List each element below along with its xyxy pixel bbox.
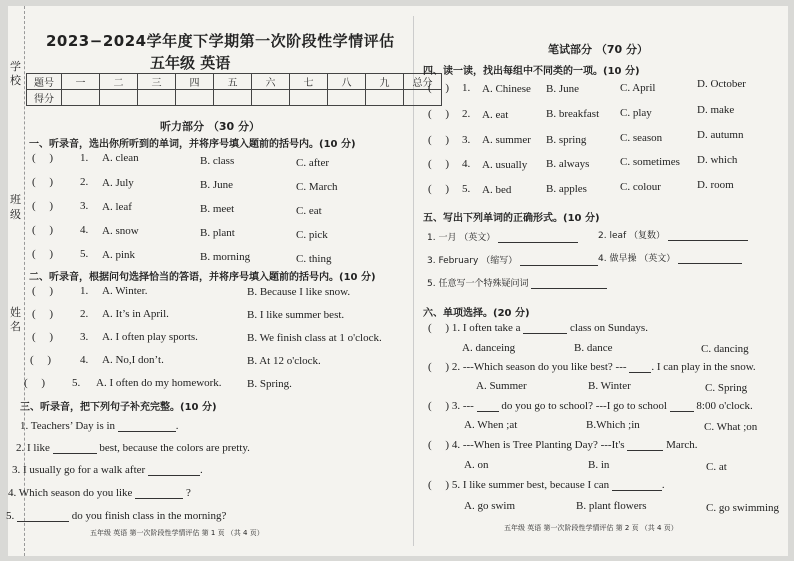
option-b: B. plant	[200, 227, 235, 239]
score-cell: 六	[252, 74, 290, 90]
fill-sentence	[8, 487, 191, 499]
answer-bracket[interactable]: ( )	[30, 354, 52, 366]
score-input-cell[interactable]	[290, 90, 328, 106]
answer-bracket[interactable]: ( )	[32, 308, 54, 320]
score-header-row	[27, 74, 442, 90]
blank-line[interactable]	[531, 277, 607, 289]
answer-bracket[interactable]: ( )	[428, 400, 450, 412]
fill-sentence	[16, 442, 250, 454]
score-cell: 一	[62, 74, 100, 90]
answer-bracket[interactable]: ( )	[32, 285, 54, 297]
sentence-text: ?	[185, 487, 191, 499]
margin-label: 校	[10, 74, 21, 87]
score-table	[26, 73, 442, 106]
score-input-cell[interactable]	[328, 90, 366, 106]
option-a: A. go swim	[464, 500, 516, 512]
word-form-q1	[427, 230, 578, 243]
score-input-cell[interactable]	[252, 90, 290, 106]
answer-bracket[interactable]: ( )	[428, 82, 450, 94]
blank-line[interactable]	[627, 439, 663, 451]
word-form-q3	[427, 253, 598, 266]
answer-bracket[interactable]: ( )	[32, 176, 54, 188]
word-form-q4	[598, 251, 742, 264]
exam-subtitle: 五年级 英语	[150, 54, 231, 72]
option-c: C. colour	[620, 181, 661, 193]
item-number: 4.	[451, 439, 461, 451]
sentence-text: 1. Teachers’ Day is in	[20, 420, 116, 432]
question-text: 8:00 o'clock.	[696, 400, 753, 412]
question-text: . I can play in the snow.	[651, 361, 756, 373]
word-form-q5	[427, 276, 607, 289]
mc-question	[428, 479, 665, 491]
margin-label: 级	[10, 208, 21, 221]
score-input-cell[interactable]	[62, 90, 100, 106]
section3-heading: 三、听录音，把下列句子补充完整。(10 分)	[20, 402, 217, 413]
option-b: B. spring	[546, 134, 587, 146]
option-c: C. thing	[296, 253, 332, 265]
score-value-row	[27, 90, 442, 106]
blank-line[interactable]	[498, 231, 578, 243]
score-cell: 三	[138, 74, 176, 90]
item-number: 1.	[80, 152, 89, 164]
mc-question	[428, 439, 698, 451]
score-input-cell[interactable]	[138, 90, 176, 106]
answer-bracket[interactable]: ( )	[428, 158, 450, 170]
score-input-cell[interactable]	[366, 90, 404, 106]
blank-line[interactable]	[612, 479, 662, 491]
question-text: class on Sundays.	[570, 322, 648, 334]
item-number: 5.	[462, 183, 471, 195]
option-c: C. after	[296, 157, 329, 169]
option-c: C. dancing	[701, 343, 749, 355]
option-b: B.Which ;in	[586, 419, 640, 431]
section6-heading: 六、单项选择。(20 分)	[423, 308, 530, 319]
item-number: 5.	[80, 248, 89, 260]
item-number: 1.	[80, 285, 89, 297]
answer-bracket[interactable]: ( )	[24, 377, 46, 389]
option-a: A. bed	[482, 184, 512, 196]
score-cell: 八	[328, 74, 366, 90]
option-a: A. leaf	[102, 201, 132, 213]
item-number: 1.	[451, 322, 461, 334]
score-input-cell[interactable]	[214, 90, 252, 106]
mc-question	[428, 322, 648, 334]
question-text: ---When is Tree Planting Day? ---It's	[462, 439, 625, 451]
item-number: 3.	[80, 200, 89, 212]
item-number: 2.	[462, 108, 471, 120]
score-input-cell[interactable]	[176, 90, 214, 106]
question-text: .	[661, 479, 665, 491]
blank-line[interactable]	[523, 322, 567, 334]
margin-label: 班	[10, 193, 21, 206]
option-a: A. It’s in April.	[102, 308, 169, 320]
section1-heading: 一、听录音，选出你所听到的单词，并将序号填入题前的括号内。(10 分)	[29, 139, 356, 150]
item-number: 4.	[80, 354, 89, 366]
exam-title: 2023−2024学年度下学期第一次阶段性学情评估	[46, 32, 395, 50]
blank-line[interactable]	[668, 229, 748, 241]
option-b: B. always	[546, 158, 590, 170]
answer-bracket[interactable]: ( )	[428, 479, 450, 491]
blank-line[interactable]	[670, 400, 694, 412]
score-cell: 二	[100, 74, 138, 90]
option-a: A. eat	[482, 109, 509, 121]
item-number: 1.	[462, 82, 471, 94]
blank-line[interactable]	[118, 420, 176, 432]
blank-line[interactable]	[477, 400, 499, 412]
option-b: B. At 12 o'clock.	[247, 355, 321, 367]
question-text: 4. 做早操 （英文）	[598, 254, 676, 264]
question-text: 3. February （缩写）	[427, 256, 518, 266]
answer-bracket[interactable]: ( )	[428, 183, 450, 195]
page-footer-left: 五年级 英语 第一次阶段性学情评估 第 1 页 （共 4 页）	[90, 529, 264, 537]
item-number: 4.	[462, 158, 471, 170]
mc-question	[428, 361, 756, 373]
option-a: A. Winter.	[102, 285, 148, 297]
score-cell: 得分	[27, 90, 62, 106]
sentence-text: .	[199, 464, 203, 476]
option-c: C. go swimming	[706, 502, 780, 514]
item-number: 4.	[80, 224, 89, 236]
option-d: D. make	[697, 104, 735, 116]
score-cell: 九	[366, 74, 404, 90]
sentence-text: do you finish class in the morning?	[71, 510, 227, 522]
item-number: 3.	[451, 400, 461, 412]
option-c: C. March	[296, 181, 338, 193]
option-a: A. Summer	[476, 380, 527, 392]
option-c: C. Spring	[705, 382, 748, 394]
blank-line[interactable]	[629, 361, 651, 373]
question-text: do you go to school? ---I go to school	[501, 400, 667, 412]
answer-bracket[interactable]: ( )	[428, 134, 450, 146]
option-a: A. pink	[102, 249, 135, 261]
option-b: B. Because I like snow.	[247, 286, 351, 298]
sentence-text: 5.	[6, 510, 15, 522]
option-b: B. meet	[200, 203, 235, 215]
option-c: C. season	[620, 132, 663, 144]
blank-line[interactable]	[148, 464, 200, 476]
answer-bracket[interactable]: ( )	[428, 322, 450, 334]
answer-bracket[interactable]: ( )	[32, 200, 54, 212]
option-b: B. plant flowers	[576, 500, 647, 512]
question-text: I often take a	[462, 322, 521, 334]
sentence-text: 4. Which season do you like	[8, 487, 133, 499]
mc-question	[428, 400, 753, 412]
sentence-text: .	[175, 420, 179, 432]
option-a: A. I often play sports.	[102, 331, 198, 343]
option-a: A. Chinese	[482, 83, 531, 95]
margin-label: 名	[10, 320, 21, 333]
option-a: A. summer	[482, 134, 531, 146]
question-text: 5. 任意写一个特殊疑问词	[427, 279, 529, 289]
fill-sentence	[12, 464, 203, 476]
written-title: 笔试部分 （70 分）	[548, 43, 648, 56]
section4-heading: 四、读一读，找出每组中不同类的一项。(10 分)	[423, 66, 640, 77]
option-b: B. I like summer best.	[247, 309, 345, 321]
option-c: C. eat	[296, 205, 322, 217]
sentence-text: 3. I usually go for a walk after	[12, 464, 146, 476]
option-c: C. play	[620, 107, 652, 119]
answer-bracket[interactable]: ( )	[428, 108, 450, 120]
option-b: B. June	[200, 179, 233, 191]
option-d: D. which	[697, 154, 738, 166]
sentence-text: best, because the colors are pretty.	[99, 442, 250, 454]
score-cell: 五	[214, 74, 252, 90]
option-a: A. No,I don’t.	[102, 354, 164, 366]
question-text: 2. leaf （复数）	[598, 231, 666, 241]
option-d: D. autumn	[697, 129, 744, 141]
item-number: 5.	[451, 479, 461, 491]
item-number: 2.	[451, 361, 461, 373]
score-input-cell[interactable]	[100, 90, 138, 106]
answer-bracket[interactable]: ( )	[32, 224, 54, 236]
item-number: 5.	[72, 377, 81, 389]
question-text: ---Which season do you like best? ---	[462, 361, 627, 373]
blank-line[interactable]	[520, 254, 598, 266]
blank-line[interactable]	[135, 487, 183, 499]
section5-heading: 五、写出下列单词的正确形式。(10 分)	[423, 213, 600, 224]
word-form-q2	[598, 228, 748, 241]
option-c: C. What ;on	[704, 421, 758, 433]
option-a: A. When ;at	[464, 419, 518, 431]
answer-bracket[interactable]: ( )	[32, 331, 54, 343]
option-a: A. usually	[482, 159, 528, 171]
option-a: A. danceing	[462, 342, 516, 354]
option-b: B. Spring.	[247, 378, 292, 390]
blank-line[interactable]	[17, 510, 69, 522]
fill-sentence	[6, 510, 226, 522]
item-number: 3.	[462, 134, 471, 146]
option-b: B. Winter	[588, 380, 631, 392]
answer-bracket[interactable]: ( )	[32, 152, 54, 164]
option-c: C. at	[706, 461, 727, 473]
option-a: A. July	[102, 177, 134, 189]
item-number: 2.	[80, 176, 89, 188]
option-a: A. clean	[102, 152, 139, 164]
answer-bracket[interactable]: ( )	[32, 248, 54, 260]
option-d: D. October	[697, 78, 746, 90]
option-a: A. on	[464, 459, 489, 471]
option-b: B. in	[588, 459, 610, 471]
option-c: C. pick	[296, 229, 328, 241]
score-cell: 四	[176, 74, 214, 90]
score-cell: 总分	[404, 74, 442, 90]
blank-line[interactable]	[678, 252, 742, 264]
answer-bracket[interactable]: ( )	[428, 439, 450, 451]
margin-label: 姓	[10, 306, 21, 319]
item-number: 3.	[80, 331, 89, 343]
option-c: C. April	[620, 82, 656, 94]
sentence-text: 2. I like	[16, 442, 50, 454]
fill-sentence	[20, 420, 179, 432]
option-a: A. snow	[102, 225, 139, 237]
option-b: B. apples	[546, 183, 587, 195]
margin-label: 学	[10, 60, 21, 73]
score-cell: 七	[290, 74, 328, 90]
option-b: B. dance	[574, 342, 613, 354]
score-cell: 题号	[27, 74, 62, 90]
option-d: D. room	[697, 179, 734, 191]
option-b: B. morning	[200, 251, 251, 263]
option-b: B. breakfast	[546, 108, 600, 120]
question-text: 1. 一月 （英文）	[427, 233, 496, 243]
section2-heading: 二、听录音，根据问句选择恰当的答语，并将序号填入题前的括号内。(10 分)	[29, 272, 376, 283]
question-text: ---	[462, 400, 474, 412]
item-number: 2.	[80, 308, 89, 320]
option-b: B. class	[200, 155, 235, 167]
option-b: B. We finish class at 1 o'clock.	[247, 332, 382, 344]
question-text: March.	[666, 439, 698, 451]
option-c: C. sometimes	[620, 156, 680, 168]
listening-title: 听力部分 （30 分）	[160, 120, 260, 133]
answer-bracket[interactable]: ( )	[428, 361, 450, 373]
option-b: B. June	[546, 83, 579, 95]
question-text: I like summer best, because I can	[462, 479, 610, 491]
page-footer-right: 五年级 英语 第一次阶段性学情评估 第 2 页 （共 4 页）	[504, 524, 678, 532]
blank-line[interactable]	[53, 442, 97, 454]
option-a: A. I often do my homework.	[96, 377, 222, 389]
